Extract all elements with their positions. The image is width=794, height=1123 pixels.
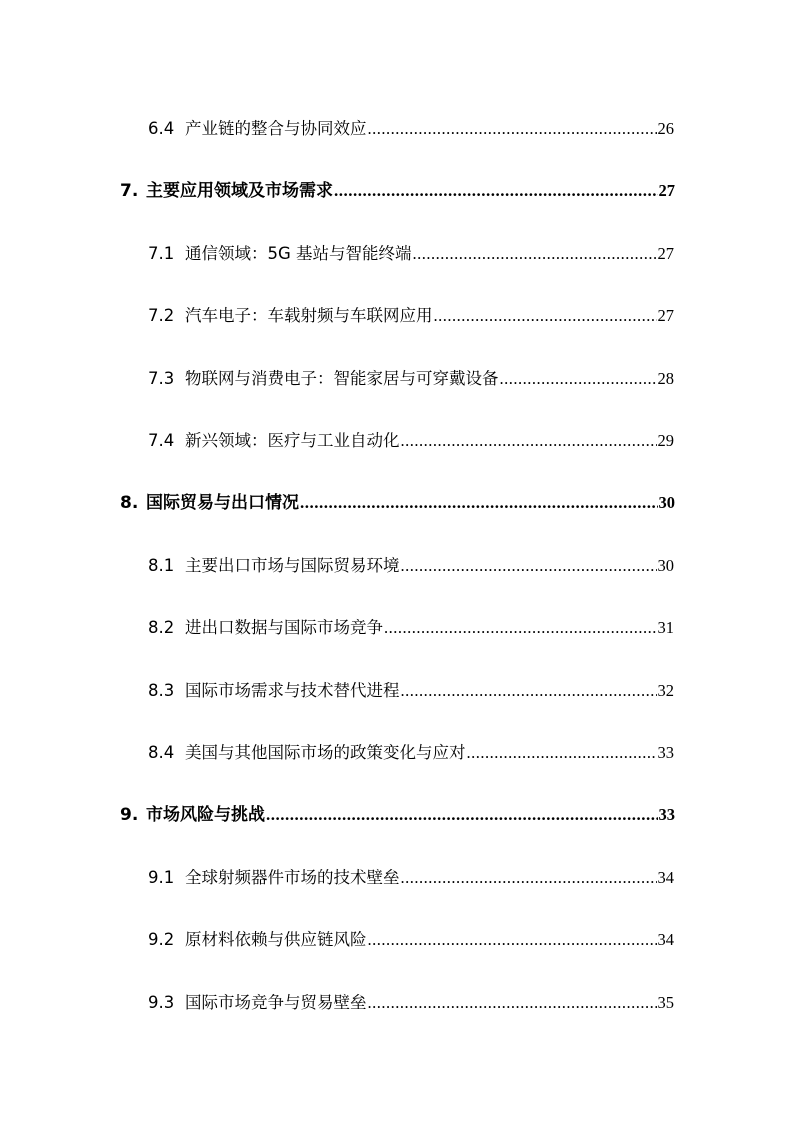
toc-entry-9-1[interactable]	[148, 866, 674, 890]
dot-leader	[500, 367, 657, 391]
toc-number: 7.2	[148, 306, 175, 325]
toc-page-number: 30	[657, 556, 674, 575]
dot-leader	[401, 554, 657, 578]
toc-number: 8.2	[148, 618, 175, 637]
dot-leader	[368, 928, 657, 952]
dot-leader	[368, 117, 657, 141]
toc-page-number: 34	[657, 868, 674, 887]
toc-title: 产业链的整合与协同效应	[185, 119, 367, 138]
toc-title: 主要出口市场与国际贸易环境	[185, 556, 400, 575]
toc-title: 主要应用领域及市场需求	[146, 181, 333, 201]
toc-entry-7[interactable]	[120, 179, 675, 203]
toc-number: 8.1	[148, 556, 175, 575]
toc-page-number: 30	[658, 493, 675, 512]
toc-title: 原材料依赖与供应链风险	[185, 930, 367, 949]
toc-entry-7-1[interactable]	[148, 242, 674, 266]
toc-entry-9[interactable]	[120, 803, 675, 827]
toc-page-number: 34	[657, 930, 674, 949]
toc-entry-7-4[interactable]	[148, 429, 674, 453]
toc-entry-8[interactable]	[120, 491, 675, 515]
dot-leader	[300, 491, 658, 515]
toc-entry-7-2[interactable]	[148, 304, 674, 328]
dot-leader	[266, 803, 658, 827]
toc-number: 7.1	[148, 244, 175, 263]
toc-title: 国际贸易与出口情况	[146, 493, 299, 513]
toc-page-number: 31	[657, 618, 674, 637]
toc-entry-8-2[interactable]	[148, 616, 674, 640]
toc-number: 9.3	[148, 993, 175, 1012]
toc-title: 国际市场需求与技术替代进程	[185, 681, 400, 700]
toc-number: 7.	[120, 181, 139, 201]
toc-number: 9.1	[148, 868, 175, 887]
toc-page-number: 32	[657, 681, 674, 700]
dot-leader	[434, 304, 657, 328]
toc-page-number: 33	[657, 743, 674, 762]
toc-number: 6.4	[148, 119, 175, 138]
toc-page-number: 26	[657, 119, 674, 138]
toc-title: 美国与其他国际市场的政策变化与应对	[185, 743, 466, 762]
toc-entry-7-3[interactable]	[148, 367, 674, 391]
dot-leader	[334, 179, 658, 203]
toc-page-number: 33	[658, 805, 675, 824]
dot-leader	[467, 741, 657, 765]
toc-page-number: 27	[657, 306, 674, 325]
toc-number: 7.4	[148, 431, 175, 450]
dot-leader	[384, 616, 657, 640]
toc-entry-9-2[interactable]	[148, 928, 674, 952]
dot-leader	[401, 429, 657, 453]
dot-leader	[368, 991, 657, 1015]
toc-page-number: 27	[657, 244, 674, 263]
dot-leader	[413, 242, 657, 266]
toc-entry-8-4[interactable]	[148, 741, 674, 765]
toc-entry-9-3[interactable]	[148, 991, 674, 1015]
toc-page-number: 29	[657, 431, 674, 450]
toc-title: 市场风险与挑战	[146, 805, 265, 825]
toc-number: 8.4	[148, 743, 175, 762]
toc-title: 通信领域：5G 基站与智能终端	[185, 244, 412, 263]
toc-entry-8-3[interactable]	[148, 679, 674, 703]
toc-entry-6-4[interactable]	[148, 117, 674, 141]
toc-title: 全球射频器件市场的技术壁垒	[185, 868, 400, 887]
toc-title: 汽车电子：车载射频与车联网应用	[185, 306, 433, 325]
toc-title: 新兴领域：医疗与工业自动化	[185, 431, 400, 450]
toc-page-number: 27	[658, 181, 675, 200]
dot-leader	[401, 679, 657, 703]
toc-number: 8.3	[148, 681, 175, 700]
toc-page-number: 35	[657, 993, 674, 1012]
toc-title: 国际市场竞争与贸易壁垒	[185, 993, 367, 1012]
toc-number: 9.	[120, 805, 139, 825]
dot-leader	[401, 866, 657, 890]
toc-title: 进出口数据与国际市场竞争	[185, 618, 383, 637]
toc-number: 7.3	[148, 369, 175, 388]
toc-number: 8.	[120, 493, 139, 513]
toc-title: 物联网与消费电子：智能家居与可穿戴设备	[185, 369, 499, 388]
toc-entry-8-1[interactable]	[148, 554, 674, 578]
toc-number: 9.2	[148, 930, 175, 949]
toc-page-number: 28	[657, 369, 674, 388]
